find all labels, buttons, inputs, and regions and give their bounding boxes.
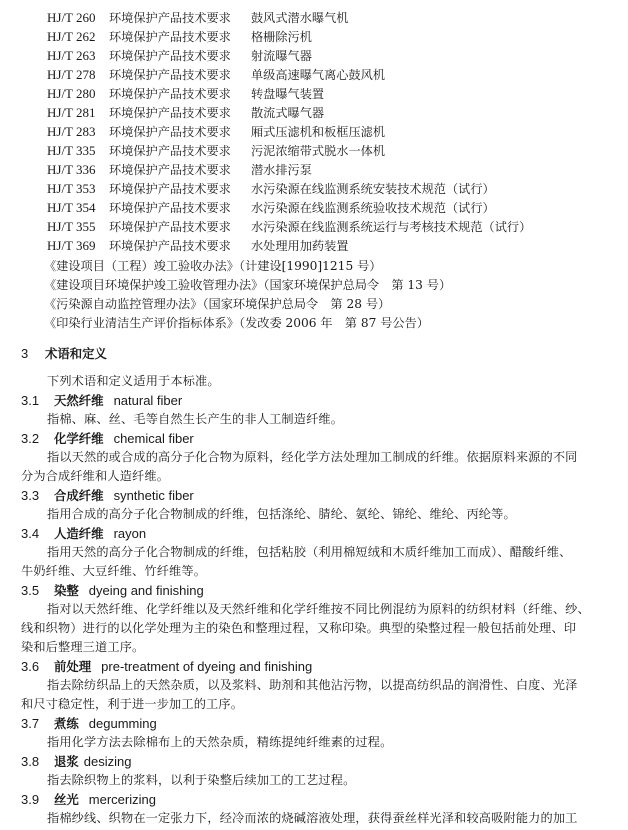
document-reference: 《建设项目（工程）竣工验收办法》（计建设[1990]1215 号） <box>44 259 382 273</box>
term-definition: 指去除织物上的浆料，以利于染整后续加工的工艺过程。 <box>47 773 356 787</box>
standard-series: 环境保护产品技术要求 <box>109 163 231 177</box>
term-en: synthetic fiber <box>113 488 194 503</box>
section-title: 术语和定义 <box>45 346 107 361</box>
standard-code: HJ/T 335 <box>47 143 96 158</box>
term-heading <box>21 790 156 809</box>
term-heading <box>21 752 131 771</box>
term-definition-continued: 染和后整理三道工序。 <box>21 640 145 654</box>
term-zh: 退浆 <box>54 754 79 769</box>
standard-code: HJ/T 281 <box>47 105 96 120</box>
term-zh: 染整 <box>54 583 79 598</box>
term-number: 3.9 <box>21 792 40 807</box>
term-number: 3.5 <box>21 583 40 598</box>
term-definition: 指以天然的或合成的高分子化合物为原料，经化学方法处理加工制成的纤维。依据原料来源的不同 <box>47 450 578 464</box>
standard-title: 潜水排污泵 <box>251 163 312 177</box>
term-zh: 合成纤维 <box>54 488 104 503</box>
standard-series: 环境保护产品技术要求 <box>109 106 231 120</box>
term-zh: 煮练 <box>54 716 79 731</box>
term-number: 3.1 <box>21 393 40 408</box>
term-heading <box>21 657 312 676</box>
term-zh: 化学纤维 <box>54 431 104 446</box>
section-number: 3 <box>21 346 29 361</box>
standard-code: HJ/T 353 <box>47 181 96 196</box>
standard-title: 水污染源在线监测系统运行与考核技术规范（试行） <box>251 220 532 234</box>
standard-series: 环境保护产品技术要求 <box>109 87 231 101</box>
standard-code: HJ/T 354 <box>47 200 96 215</box>
standard-reference-row <box>47 141 385 160</box>
standard-title: 散流式曝气器 <box>251 106 325 120</box>
standard-code: HJ/T 355 <box>47 219 96 234</box>
standard-code: HJ/T 283 <box>47 124 96 139</box>
term-definition-continued: 和尺寸稳定性，利于进一步加工的工序。 <box>21 697 244 711</box>
standard-series: 环境保护产品技术要求 <box>109 68 231 82</box>
standard-reference-row <box>47 122 385 141</box>
standard-title: 厢式压滤机和板框压滤机 <box>251 125 386 139</box>
term-heading <box>21 391 182 410</box>
term-en: chemical fiber <box>113 431 194 446</box>
term-heading <box>21 581 204 600</box>
standard-title: 污泥浓缩带式脱水一体机 <box>251 144 386 158</box>
standard-code: HJ/T 280 <box>47 86 96 101</box>
standard-reference-row <box>47 236 349 255</box>
standard-reference-row <box>47 8 349 27</box>
term-en: dyeing and finishing <box>88 583 204 598</box>
term-definition: 指用化学方法去除棉布上的天然杂质，精练提纯纤维素的过程。 <box>47 735 393 749</box>
document-reference: 《印染行业清洁生产评价指标体系》（发改委 2006 年 第 87 号公告） <box>44 316 429 330</box>
standard-reference-row <box>47 65 385 84</box>
standard-series: 环境保护产品技术要求 <box>109 144 231 158</box>
standard-series: 环境保护产品技术要求 <box>109 125 231 139</box>
term-en: desizing <box>83 754 132 769</box>
standard-title: 单级高速曝气离心鼓风机 <box>251 68 386 82</box>
standard-reference-row <box>47 160 312 179</box>
standard-series: 环境保护产品技术要求 <box>109 30 231 44</box>
standard-series: 环境保护产品技术要求 <box>109 11 231 25</box>
document-reference: 《建设项目环境保护竣工验收管理办法》（国家环境保护总局令 第 13 号） <box>44 278 452 292</box>
term-heading <box>21 486 194 505</box>
term-definition: 指棉、麻、丝、毛等自然生长产生的非人工制造纤维。 <box>47 412 344 426</box>
term-definition-continued: 分为合成纤维和人造纤维。 <box>21 469 170 483</box>
standard-reference-row <box>47 84 324 103</box>
standard-code: HJ/T 278 <box>47 67 96 82</box>
term-number: 3.7 <box>21 716 40 731</box>
standard-reference-row <box>47 27 312 46</box>
standard-series: 环境保护产品技术要求 <box>109 182 231 196</box>
standard-code: HJ/T 262 <box>47 29 96 44</box>
term-zh: 天然纤维 <box>54 393 104 408</box>
term-en: mercerizing <box>88 792 156 807</box>
standard-code: HJ/T 336 <box>47 162 96 177</box>
term-definition-continued: 牛奶纤维、大豆纤维、竹纤维等。 <box>21 564 207 578</box>
section-intro: 下列术语和定义适用于本标准。 <box>47 374 220 388</box>
document-reference: 《污染源自动监控管理办法》（国家环境保护总局令 第 28 号） <box>44 297 391 311</box>
term-zh: 前处理 <box>54 659 92 674</box>
term-en: natural fiber <box>113 393 183 408</box>
term-zh: 丝光 <box>54 792 79 807</box>
standard-title: 水处理用加药装置 <box>251 239 349 253</box>
term-number: 3.2 <box>21 431 40 446</box>
term-heading <box>21 429 194 448</box>
standard-series: 环境保护产品技术要求 <box>109 49 231 63</box>
standard-code: HJ/T 369 <box>47 238 96 253</box>
term-en: pre-treatment of dyeing and finishing <box>101 659 313 674</box>
standard-series: 环境保护产品技术要求 <box>109 201 231 215</box>
section-heading <box>21 344 107 363</box>
term-definition: 指用合成的高分子化合物制成的纤维，包括涤纶、腈纶、氨纶、锦纶、维纶、丙纶等。 <box>47 507 516 521</box>
term-number: 3.4 <box>21 526 40 541</box>
term-number: 3.3 <box>21 488 40 503</box>
standard-reference-row <box>47 198 495 217</box>
term-en: rayon <box>113 526 147 541</box>
term-definition: 指棉纱线、织物在一定张力下，经冷而浓的烧碱溶液处理，获得蚕丝样光泽和较高吸附能力的加工 <box>47 811 578 825</box>
standard-series: 环境保护产品技术要求 <box>109 239 231 253</box>
term-definition-continued: 线和织物）进行的以化学处理为主的染色和整理过程，又称印染。典型的染整过程一般包括前处理、印 <box>21 621 577 635</box>
standard-title: 射流曝气器 <box>251 49 312 63</box>
standard-title: 水污染源在线监测系统安装技术规范（试行） <box>251 182 495 196</box>
standard-series: 环境保护产品技术要求 <box>109 220 231 234</box>
term-zh: 人造纤维 <box>54 526 104 541</box>
standard-reference-row <box>47 103 324 122</box>
standard-code: HJ/T 260 <box>47 10 96 25</box>
standard-title: 鼓风式潜水曝气机 <box>251 11 349 25</box>
standard-title: 水污染源在线监测系统验收技术规范（试行） <box>251 201 495 215</box>
standard-title: 格栅除污机 <box>251 30 312 44</box>
term-definition: 指用天然的高分子化合物制成的纤维，包括粘胶（利用棉短绒和木质纤维加工而成）、醋酸纤维、 <box>47 545 572 559</box>
term-heading <box>21 524 146 543</box>
term-definition: 指对以天然纤维、化学纤维以及天然纤维和化学纤维按不同比例混纺为原料的纺织材料（纤维、纱、 <box>47 602 590 616</box>
term-definition: 指去除纺织品上的天然杂质，以及浆料、助剂和其他沾污物，以提高纺织品的润滑性、白度、光泽 <box>47 678 578 692</box>
standard-code: HJ/T 263 <box>47 48 96 63</box>
term-number: 3.6 <box>21 659 40 674</box>
standard-reference-row <box>47 217 531 236</box>
term-number: 3.8 <box>21 754 40 769</box>
standard-reference-row <box>47 179 495 198</box>
term-heading <box>21 714 157 733</box>
term-en: degumming <box>88 716 157 731</box>
standard-title: 转盘曝气装置 <box>251 87 325 101</box>
standard-reference-row <box>47 46 312 65</box>
